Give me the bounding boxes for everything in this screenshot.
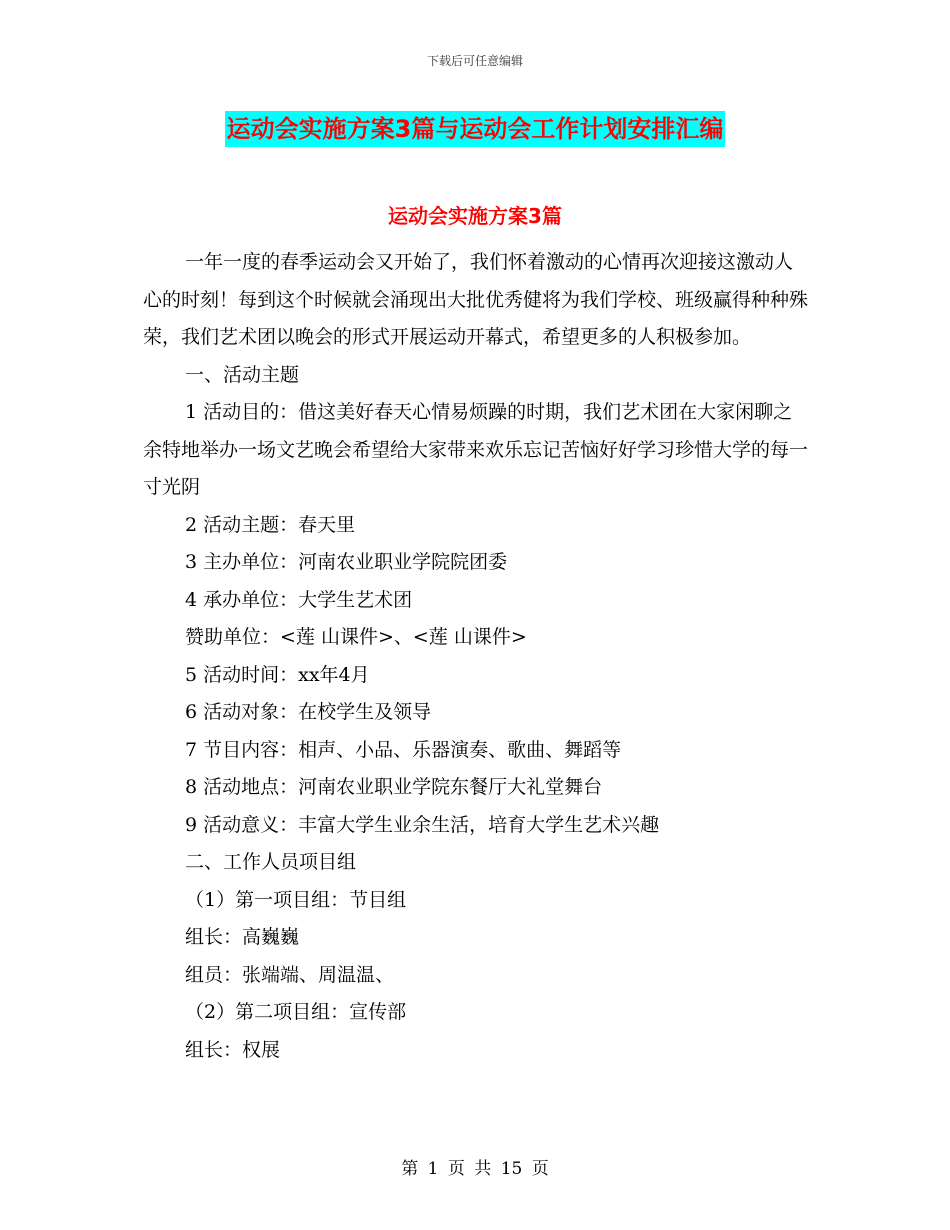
item-group-two-leader: 组长：权展 bbox=[185, 1038, 281, 1061]
item-activity-significance: 9 活动意义：丰富大学生业余生活，培育大学生艺术兴趣 bbox=[185, 813, 660, 836]
section-title: 运动会实施方案3篇 bbox=[388, 204, 562, 228]
item-group-one-members: 组员：张端端、周温温、 bbox=[185, 963, 395, 986]
item-group-one: （1）第一项目组：节目组 bbox=[185, 888, 407, 911]
page-number-footer: 第 1 页 共 15 页 bbox=[401, 1159, 549, 1179]
heading-activity-theme: 一、活动主题 bbox=[185, 363, 300, 386]
document-body bbox=[143, 244, 811, 1069]
main-title-container bbox=[0, 111, 950, 147]
heading-staff-groups: 二、工作人员项目组 bbox=[185, 851, 357, 873]
item-activity-audience: 6 活动对象：在校学生及领导 bbox=[185, 701, 432, 723]
item-co-organizer: 4 承办单位：大学生艺术团 bbox=[185, 588, 413, 611]
item-group-two: （2）第二项目组：宣传部 bbox=[185, 1001, 407, 1023]
header-note: 下载后可任意编辑 bbox=[426, 54, 523, 68]
item-activity-purpose: 1 活动目的：借这美好春天心情易烦躁的时期，我们艺术团在大家闲聊之余特地举办一场文艺晚会希望给大家带来欢乐忘记苦恼好好学习珍惜大学的每一寸光阴 bbox=[143, 401, 809, 498]
item-program-content: 7 节目内容：相声、小品、乐器演奏、歌曲、舞蹈等 bbox=[185, 738, 622, 761]
item-group-one-leader: 组长：高巍巍 bbox=[185, 926, 300, 948]
item-activity-venue: 8 活动地点：河南农业职业学院东餐厅大礼堂舞台 bbox=[185, 776, 603, 798]
item-organizer: 3 主办单位：河南农业职业学院院团委 bbox=[185, 551, 508, 573]
item-sponsor: 赞助单位：<莲 山课件>、<莲 山课件> bbox=[185, 626, 527, 648]
intro-paragraph: 一年一度的春季运动会又开始了，我们怀着激动的心情再次迎接这激动人心的时刻！每到这个时候就会涌现出大批优秀健将为我们学校、班级赢得种种殊荣，我们艺术团以晚会的形式开展运动开幕式，希望更多的人积极参加。 bbox=[143, 251, 809, 348]
item-activity-theme: 2 活动主题：春天里 bbox=[185, 513, 356, 536]
main-title: 运动会实施方案3篇与运动会工作计划安排汇编 bbox=[225, 111, 726, 147]
item-activity-time: 5 活动时间：xx年4月 bbox=[185, 663, 370, 686]
